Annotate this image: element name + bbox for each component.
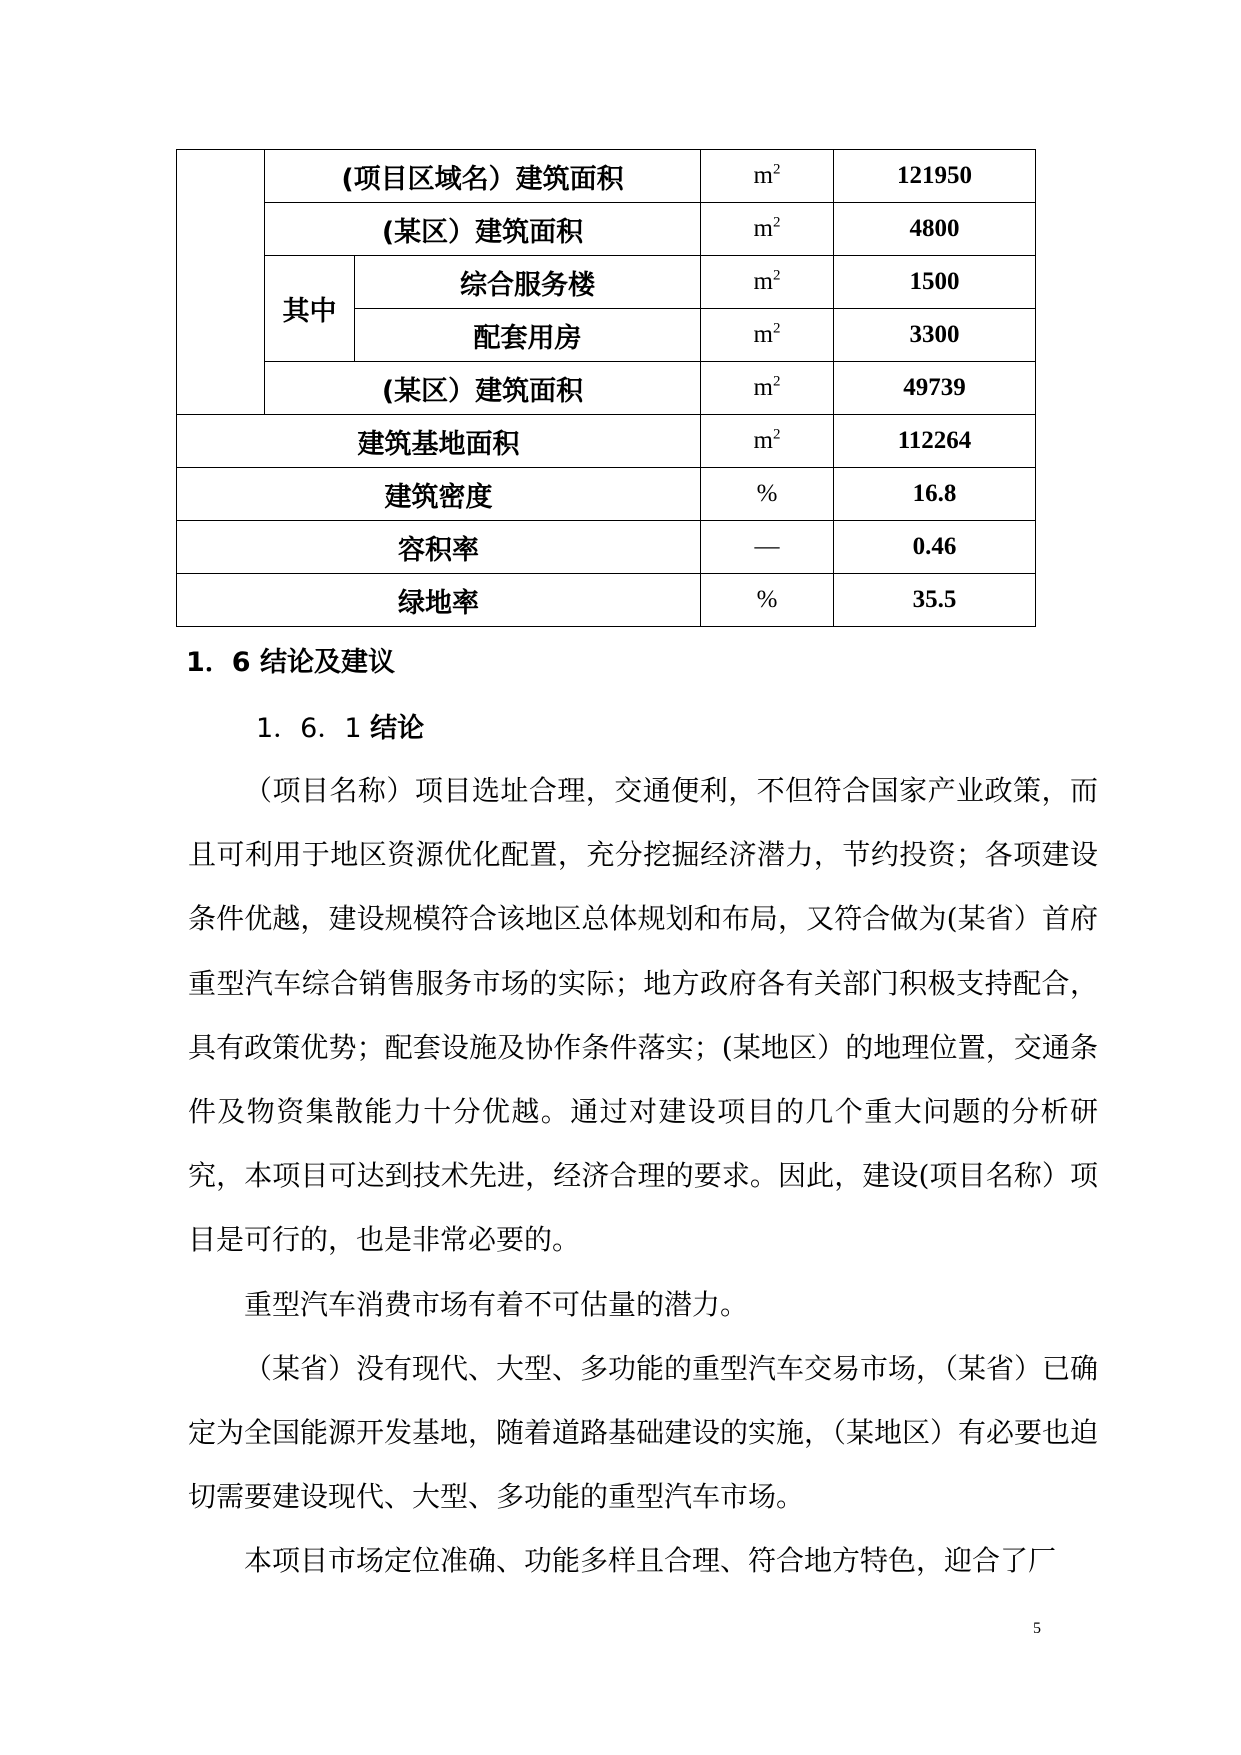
subsection-number: 1．6．1 — [256, 713, 362, 744]
section-heading — [186, 640, 395, 679]
page-number: 5 — [1033, 1620, 1041, 1637]
row-unit: % — [701, 468, 834, 521]
section-number: 1．6 — [186, 647, 251, 678]
row-value: 49739 — [834, 362, 1036, 415]
row-name: 容积率 — [177, 521, 701, 574]
row-name: (某区）建筑面积 — [265, 203, 701, 256]
table-row — [177, 256, 1036, 309]
table-row — [177, 521, 1036, 574]
paragraph: （项目名称）项目选址合理，交通便利，不但符合国家产业政策，而且可利用于地区资源优化配置，充分挖掘经济潜力，节约投资；各项建设条件优越，建设规模符合该地区总体规划和布局，又符合做为(某省）首府重型汽车综合销售服务市场的实际；地方政府各有关部门积极支持配合，具有政策优势；配套设施及协作条件落实；(某地区）的地理位置，交通条件及物资集散能力十分优越。通过对建设项目的几个重大问题的分析研究，本项目可达到技术先进，经济合理的要求。因此，建设(项目名称）项目是可行的，也是非常必要的。 — [188, 774, 1098, 1257]
row-unit: — — [701, 521, 834, 574]
row-value: 3300 — [834, 309, 1036, 362]
row-name: 综合服务楼 — [355, 256, 701, 309]
row-name: 建筑基地面积 — [177, 415, 701, 468]
row-value: 16.8 — [834, 468, 1036, 521]
row-name: 配套用房 — [355, 309, 701, 362]
row-value: 0.46 — [834, 521, 1036, 574]
table-row — [177, 415, 1036, 468]
row-unit: % — [701, 574, 834, 627]
row-value: 4800 — [834, 203, 1036, 256]
table-row — [177, 574, 1036, 627]
row-name: (某区）建筑面积 — [265, 362, 701, 415]
row-unit: $m^2$ — [701, 362, 834, 415]
table-row — [177, 203, 1036, 256]
table-row — [177, 150, 1036, 203]
row-value: 112264 — [834, 415, 1036, 468]
table-row — [177, 362, 1036, 415]
row-unit: $m^2$ — [701, 150, 834, 203]
body-text — [188, 759, 1098, 1594]
row-name: (项目区域名）建筑面积 — [265, 150, 701, 203]
row-unit: $m^2$ — [701, 309, 834, 362]
sub-group-label: 其中 — [265, 256, 355, 362]
row-name: 绿地率 — [177, 574, 701, 627]
paragraph: 本项目市场定位准确、功能多样且合理、符合地方特色，迎合了厂 — [244, 1544, 1057, 1578]
subsection-heading — [256, 706, 424, 745]
row-unit: $m^2$ — [701, 415, 834, 468]
row-value: 121950 — [834, 150, 1036, 203]
building-area-table — [176, 149, 1036, 627]
row-value: 35.5 — [834, 574, 1036, 627]
subsection-title: 结论 — [370, 713, 425, 744]
section-title: 结论及建议 — [259, 647, 395, 678]
paragraph: 重型汽车消费市场有着不可估量的潜力。 — [244, 1287, 749, 1321]
row-unit: $m^2$ — [701, 256, 834, 309]
row-unit: $m^2$ — [701, 203, 834, 256]
row-value: 1500 — [834, 256, 1036, 309]
table-row — [177, 468, 1036, 521]
row-name: 建筑密度 — [177, 468, 701, 521]
paragraph: （某省）没有现代、大型、多功能的重型汽车交易市场，（某省）已确定为全国能源开发基地，随着道路基础建设的实施，（某地区）有必要也迫切需要建设现代、大型、多功能的重型汽车市场。 — [188, 1351, 1099, 1514]
table-group-cell — [177, 150, 265, 415]
